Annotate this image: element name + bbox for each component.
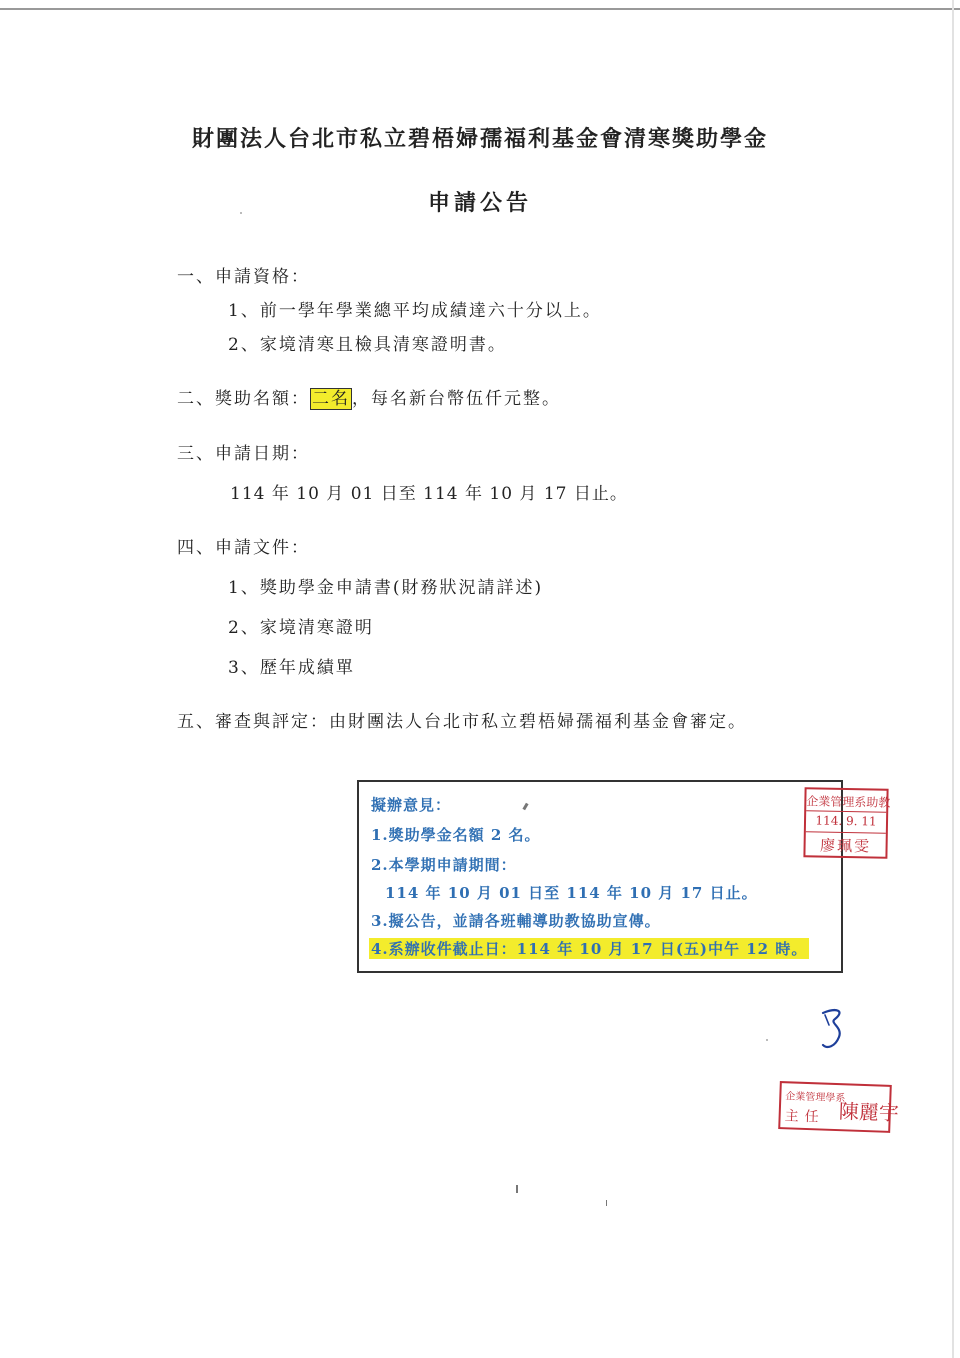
quota-label: 二、獎助名額： — [177, 389, 310, 409]
eligibility-item: 2、家境清寒且檢具清寒證明書。 — [228, 335, 507, 355]
director-name: 陳麗宇 — [838, 1099, 900, 1126]
stamp-unit: 企業管理系助教 — [806, 794, 891, 810]
section-review: 五、審查與評定：由財團法人台北市私立碧梧婦孺福利基金會審定。 — [177, 712, 747, 732]
opinion-item: 1.獎助學金名額 2 名。 — [371, 826, 541, 844]
opinion-item: 2.本學期申請期間： — [371, 856, 517, 874]
stamp-date: 114. 9. 11 — [815, 813, 877, 829]
scan-speck — [240, 212, 242, 214]
document-subtitle: 申請公告 — [427, 190, 532, 216]
section-date-heading: 三、申請日期： — [177, 444, 310, 464]
opinion-item: 3.擬公告，並請各班輔導助教協助宣傳。 — [371, 912, 661, 930]
handwritten-initial — [815, 1005, 855, 1057]
document-item: 3、歷年成績單 — [228, 658, 355, 678]
director-unit: 企業管理學系 — [785, 1091, 846, 1105]
director-stamp — [778, 1081, 900, 1133]
scan-speck — [606, 1200, 607, 1206]
opinion-item: 114 年 10 月 01 日至 114 年 10 月 17 日止。 — [385, 884, 758, 902]
document-title: 財團法人台北市私立碧梧婦孺福利基金會清寒獎助學金 — [191, 126, 768, 152]
section-quota — [177, 384, 561, 409]
director-role: 主任 — [784, 1108, 825, 1126]
section-documents-heading: 四、申請文件： — [177, 538, 310, 558]
quota-amount: ，每名新台幣伍仟元整。 — [352, 389, 561, 409]
scan-speck — [516, 1185, 518, 1193]
document-item: 2、家境清寒證明 — [228, 618, 374, 638]
application-period: 114 年 10 月 01 日至 114 年 10 月 17 日止。 — [230, 484, 628, 504]
section-eligibility-heading: 一、申請資格： — [177, 267, 310, 287]
assistant-date-stamp — [803, 787, 891, 858]
opinion-heading: 擬辦意見： — [371, 796, 452, 814]
scan-top-edge — [0, 8, 960, 10]
document-item: 1、獎助學金申請書(財務狀況請詳述) — [228, 578, 544, 598]
stamp-name: 廖珮雯 — [819, 836, 872, 856]
opinion-box — [357, 780, 843, 973]
quota-highlight: 二名 — [312, 389, 350, 409]
opinion-deadline: 4.系辦收件截止日：114 年 10 月 17 日(五)中午 12 時。 — [371, 940, 808, 958]
eligibility-item: 1、前一學年學業總平均成績達六十分以上。 — [228, 301, 602, 321]
scan-speck — [766, 1039, 768, 1041]
